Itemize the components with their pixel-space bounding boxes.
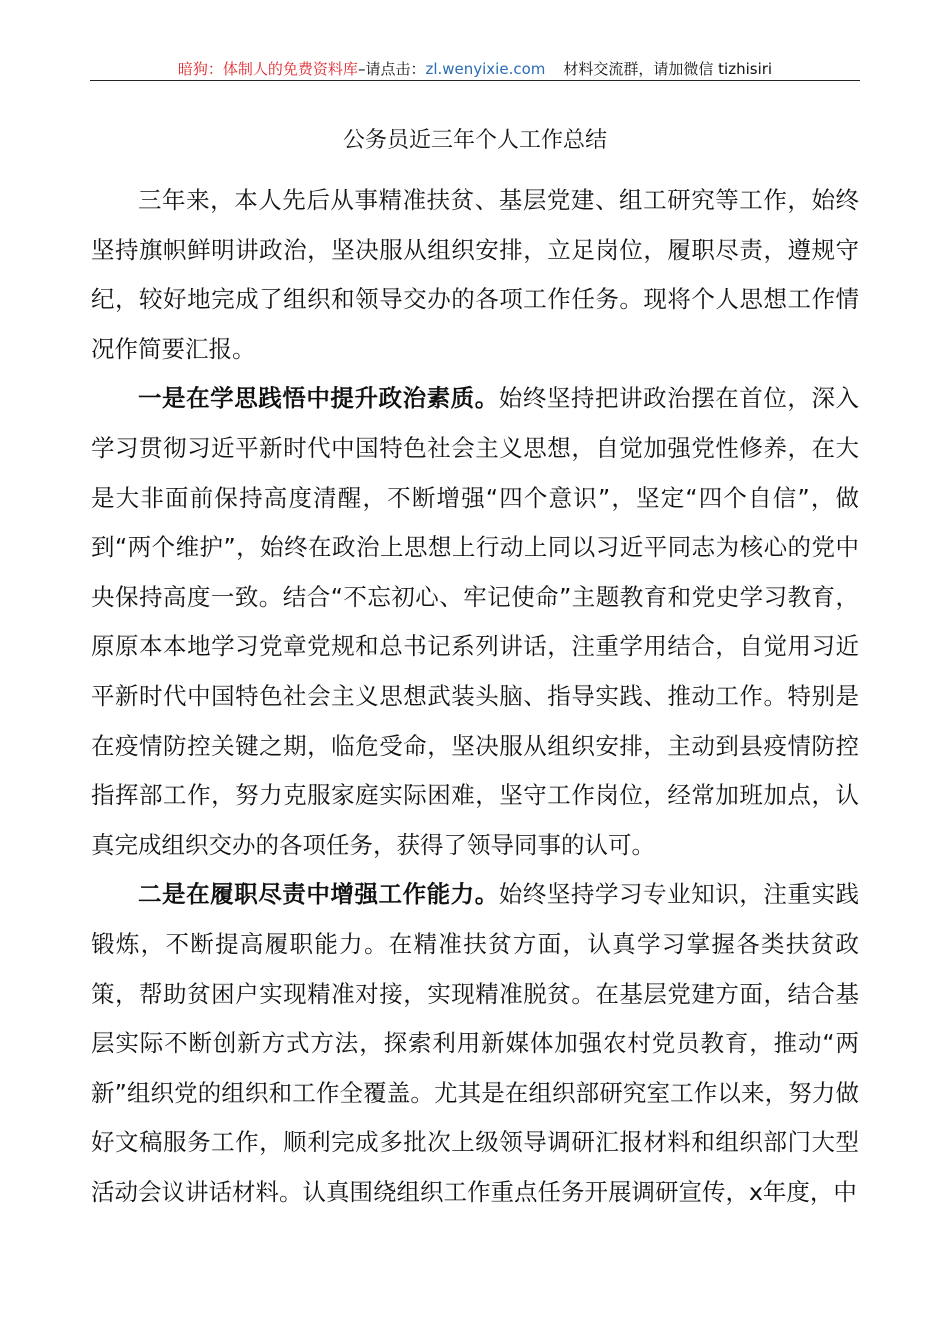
paragraph-lead: 二是在履职尽责中增强工作能力。 <box>138 880 499 909</box>
page-header-banner <box>90 58 860 81</box>
paragraph-intro <box>91 176 859 374</box>
document-title: 公务员近三年个人工作总结 <box>342 128 607 153</box>
click-prompt: –请点击： <box>357 60 426 78</box>
website-link[interactable]: zl.wenyixie.com <box>425 60 546 78</box>
paragraph-text: 三年来，本人先后从事精准扶贫、基层党建、组工研究等工作，始终坚持旗帜鲜明讲政治，坚决服从组织安排，立足岗位，履职尽责，遵规守纪，较好地完成了组织和领导交办的各项工作任务。现将个人思想工作情况作简要汇报。 <box>91 186 859 363</box>
paragraph-work-ability <box>91 870 859 1217</box>
paragraph-political-quality <box>91 374 859 870</box>
paragraph-text: 始终坚持把讲政治摆在首位，深入学习贯彻习近平新时代中国特色社会主义思想，自觉加强党性修养，在大是大非面前保持高度清醒，不断增强“四个意识”，坚定“四个自信”，做到“两个维护”，始终在政治上思想上行动上同以习近平同志为核心的党中央保持高度一致。结合“不忘初心、牢记使命”主题教育和党史学习教育，原原本本地学习党章党规和总书记系列讲话，注重学用结合，自觉用习近平新时代中国特色社会主义思想武装头脑、指导实践、推动工作。特别是在疫情防控关键之期，临危受命，坚决服从组织安排，主动到县疫情防控指挥部工作，努力克服家庭实际困难，坚守工作岗位，经常加班加点，认真完成组织交办的各项任务，获得了领导同事的认可。 <box>91 384 860 859</box>
paragraph-lead: 一是在学思践悟中提升政治素质。 <box>138 384 499 413</box>
document-body <box>91 176 859 1217</box>
brand-text: 暗狗：体制人的免费资料库 <box>177 60 358 78</box>
paragraph-text: 始终坚持学习专业知识，注重实践锻炼，不断提高履职能力。在精准扶贫方面，认真学习掌握各类扶贫政策，帮助贫困户实现精准对接，实现精准脱贫。在基层党建方面，结合基层实际不断创新方式方法，探索利用新媒体加强农村党员教育，推动“两新”组织党的组织和工作全覆盖。尤其是在组织部研究室工作以来，努力做好文稿服务工作，顺利完成多批次上级领导调研汇报材料和组织部门大型活动会议讲话材料。认真围绕组织工作重点任务开展调研宣传，x年度，中 <box>91 880 860 1206</box>
wechat-note: 材料交流群，请加微信 tizhisiri <box>563 60 773 78</box>
